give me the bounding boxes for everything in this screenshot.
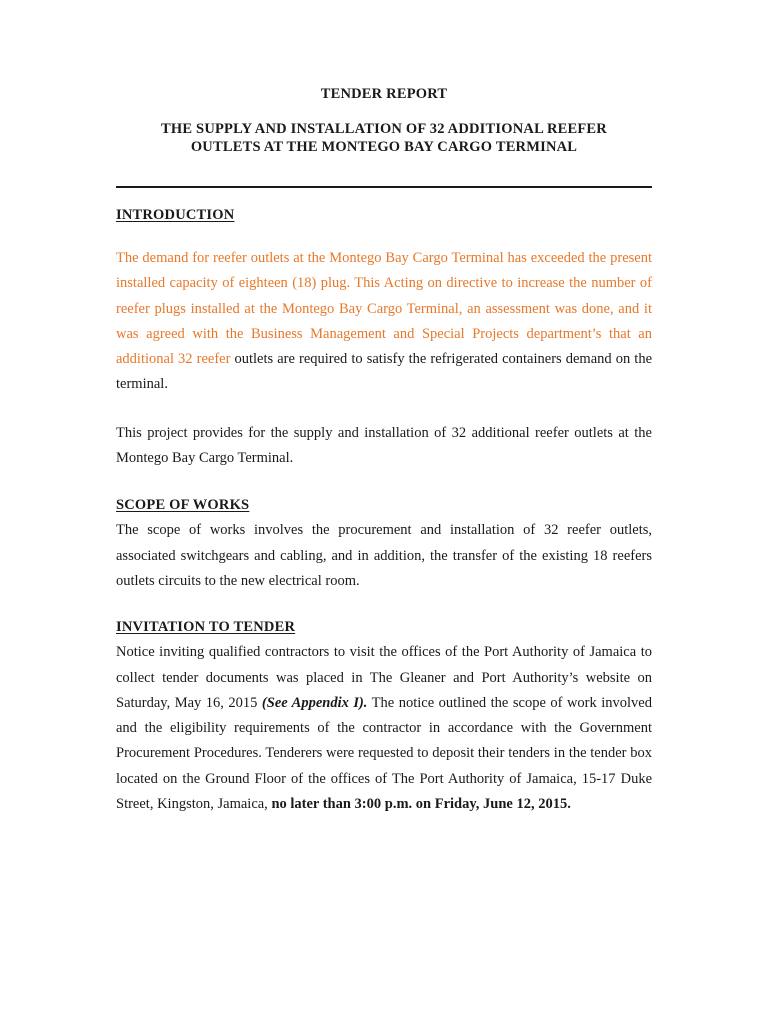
- appendix-reference: (See Appendix I).: [261, 694, 368, 711]
- horizontal-rule: [116, 186, 652, 188]
- invitation-text-part-2: The notice outlined the scope of work involved and the eligibility requirements of the contractor in accordance with the Government Procurement Procedures. Tenderers were requested to deposit their tenders in the tender box located on the Ground Floor of the offices of The Port Authority of Jamaica, 15-17 Duke Street, Kingston, Jamaica,: [116, 694, 652, 813]
- scope-heading: SCOPE OF WORKS: [116, 497, 250, 514]
- introduction-heading: INTRODUCTION: [116, 207, 235, 223]
- report-title: TENDER REPORT: [320, 86, 448, 102]
- subject-title: [116, 120, 652, 156]
- project-paragraph: This project provides for the supply and installation of 32 additional reefer outlets at the Montego Bay Cargo Terminal.: [116, 424, 652, 467]
- invitation-heading: INVITATION TO TENDER: [116, 619, 296, 636]
- invitation-text-part-1: Notice inviting qualified contractors to visit the offices of the Port Authority of Jamaica to collect tender documents was placed in The Gleaner and Port Authority’s website on Saturday, May 16, 2015: [116, 644, 652, 711]
- document-page: [116, 86, 652, 817]
- invitation-paragraph: [116, 640, 652, 817]
- tender-deadline: no later than 3:00 p.m. on Friday, June 12, 2015.: [271, 796, 571, 813]
- introduction-highlighted-text: The demand for reefer outlets at the Montego Bay Cargo Terminal has exceeded the present installed capacity of eighteen (18) plug. This Acting on directive to increase the number of reefer plugs installed at the Montego Bay Cargo Terminal, an assessment was done, and it was agreed with the Business Management and Special Projects department’s that an additional 32 reefer: [116, 250, 652, 368]
- subject-title-line-1: THE SUPPLY AND INSTALLATION OF 32 ADDITIONAL REEFER: [161, 121, 607, 137]
- subject-title-line-2: OUTLETS AT THE MONTEGO BAY CARGO TERMINAL: [190, 139, 578, 155]
- scope-paragraph: The scope of works involves the procurement and installation of 32 reefer outlets, associated switchgears and cabling, and in addition, the transfer of the existing 18 reefers outlets circuits to the new electrical room.: [116, 522, 652, 589]
- introduction-paragraph: [116, 246, 652, 398]
- introduction-text: outlets are required to satisfy the refrigerated containers demand on the terminal.: [116, 351, 652, 393]
